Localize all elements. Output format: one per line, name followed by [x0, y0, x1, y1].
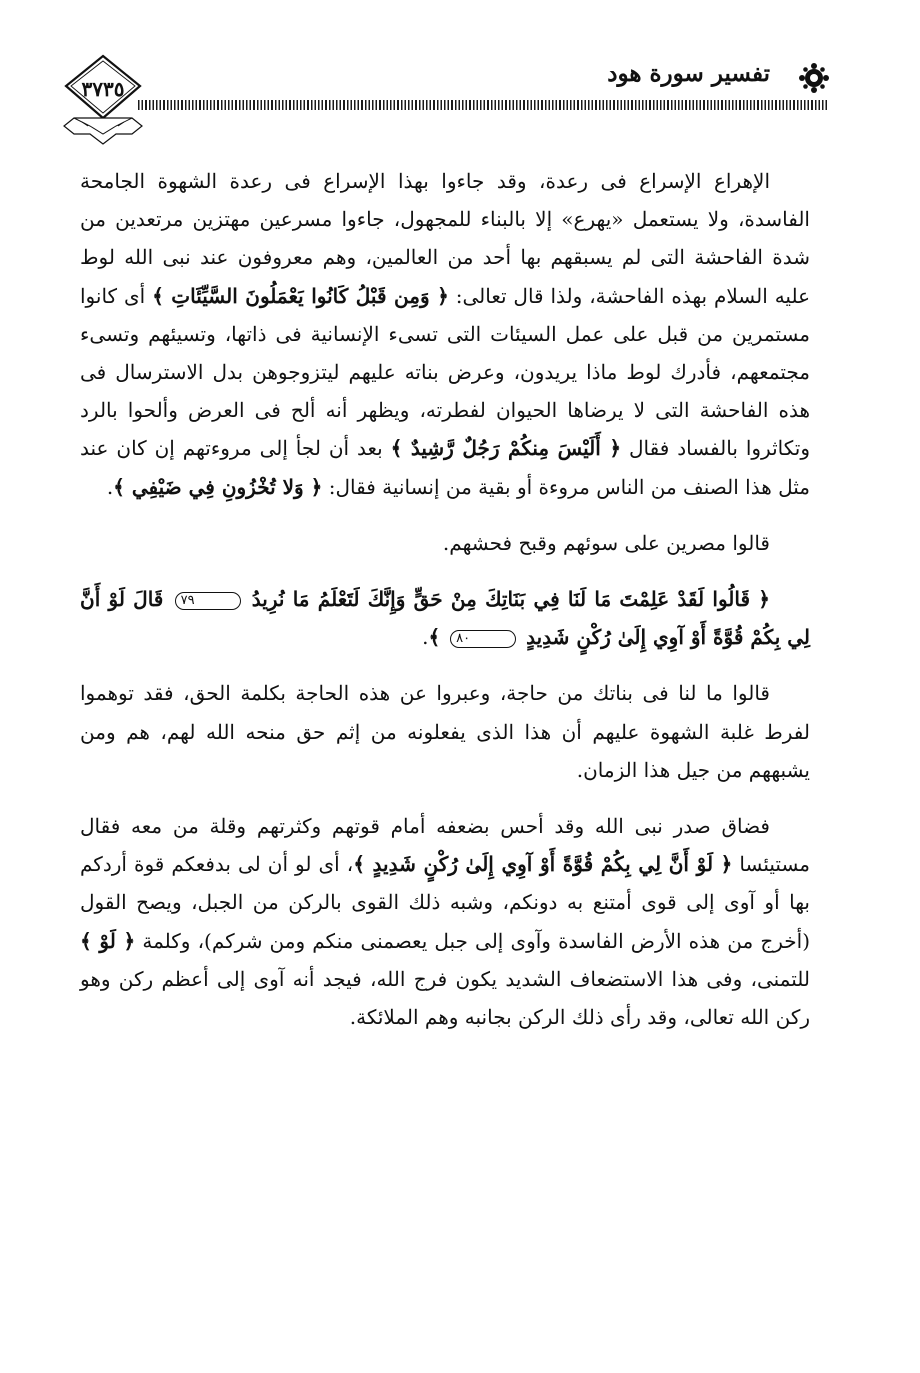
paragraph-transition — [80, 524, 810, 562]
quran-verse: ﴿ قَالُوا لَقَدْ عَلِمْتَ مَا لَنَا فِي بَنَاتِكَ مِنْ حَقٍّ وَإِنَّكَ لَتَعْلَمُ مَا نُرِيدُ — [243, 587, 770, 612]
commentary-text: قالوا ما لنا فى بناتك من حاجة، وعبروا عن هذه الحاجة بكلمة الحق، فقد توهموا لفرط غلبة الشهوة عليهم أن هذا الذى يفعلونه من إثم حق منحه الله لهم، هم ومن يشبههم من جيل هذا الزمان. — [80, 681, 810, 782]
commentary-text: بعد أن لجأ إلى مروءتهم إن كان عند مثل هذا الصنف من الناس مروءة أو بقية من إنسانية فقال: — [80, 436, 810, 499]
commentary-text: أى كانوا مستمرين من قبل على عمل السيئات التى تسىء الإنسانية فى ذاتها، وتسيئهم وتسىء مجتمعهم، فأدرك لوط ماذا يريدون، وعرض بناته عليهم ليتزوجوهن بدل الاسترسال فى هذه الفاحشة التى لا يرضاها الحيوان لفطرته، ويظهر أنه ألح فى العرض وألحوا بالرد وتكاثروا بالفساد فقال — [80, 283, 810, 461]
paragraph-their-reply — [80, 674, 810, 789]
page-header — [60, 52, 830, 147]
commentary-text: ، أى لو أن لى بدفعكم قوة أردكم بها أو آوى إلى قوى أمتنع به دونكم، وشبه ذلك القوى بالركن من الجبل، ويصح القول (أخرج من هذه الأرض الفاسدة وآوى إلى جبل يعصمنى منكم ومن شركم)، وكلمة — [80, 852, 810, 953]
commentary-text: فضاق صدر نبى الله وقد أحس بضعفه أمام قوتهم وكثرتهم وقلة من معه فقال مستيئسا — [80, 814, 811, 877]
commentary-text: . — [422, 625, 429, 650]
paragraph-strong-support — [80, 807, 810, 1036]
quran-verse: ﴾ — [428, 625, 448, 650]
header-rule — [138, 100, 828, 110]
quran-quote: ﴿ وَمِن قَبْلُ كَانُوا يَعْمَلُونَ السَّيِّئَاتِ ﴾ — [152, 283, 449, 308]
verse-number-marker: ٨٠ — [450, 630, 516, 648]
quran-quote: ﴿ لَوْ أَنَّ لِي بِكُمْ قُوَّةً أَوْ آوِي إِلَىٰ رُكْنٍ شَدِيدٍ ﴾ — [353, 852, 733, 877]
commentary-text: . — [106, 474, 114, 499]
flower-ornament-icon — [798, 62, 830, 94]
commentary-text: قالوا مصرين على سوئهم وقبح فحشهم. — [442, 530, 770, 555]
commentary-text: للتمنى، وفى هذا الاستضعاف الشديد يكون فرج الله، فيجد أنه آوى إلى أعظم ركن وهو ركن الله تعالى، وقد رأى ذلك الركن بجانبه وهم الملائكة. — [80, 966, 810, 1030]
quran-quote: ﴿ أَلَيْسَ مِنكُمْ رَجُلٌ رَّشِيدٌ ﴾ — [390, 436, 622, 461]
quran-quote: ﴿ لَوْ ﴾ — [80, 928, 136, 953]
quran-quote: ﴿ وَلا تُخْزُونِ فِي ضَيْفِي ﴾ — [113, 474, 323, 499]
page-number: ٣٧٣٥ — [81, 77, 125, 101]
verse-number-marker: ٧٩ — [175, 592, 241, 610]
paragraph-verses-79-80 — [80, 580, 810, 656]
tafsir-body — [80, 162, 810, 1036]
commentary-text: الإهراع الإسراع فى رعدة، وقد جاءوا بهذا الإسراع فى رعدة الشهوة الجامحة الفاسدة، ولا يستعمل «يهرع» إلا بالبناء للمجهول، جاءوا مسرعين مهتزين مرتعدين من شدة الفاحشة التى لم يسبقهم بها أحد من العالمين، وهم معروفون عند نبى الله لوط عليه السلام بهذه الفاحشة، ولذا قال تعالى: — [80, 169, 811, 308]
paragraph-lut-people — [80, 162, 810, 506]
quran-verse: قَالَ لَوْ أَنَّ لِي بِكُمْ قُوَّةً أَوْ آوِي إِلَىٰ رُكْنٍ شَدِيدٍ — [80, 587, 810, 650]
running-title: تفسير سورة هود — [607, 60, 770, 87]
